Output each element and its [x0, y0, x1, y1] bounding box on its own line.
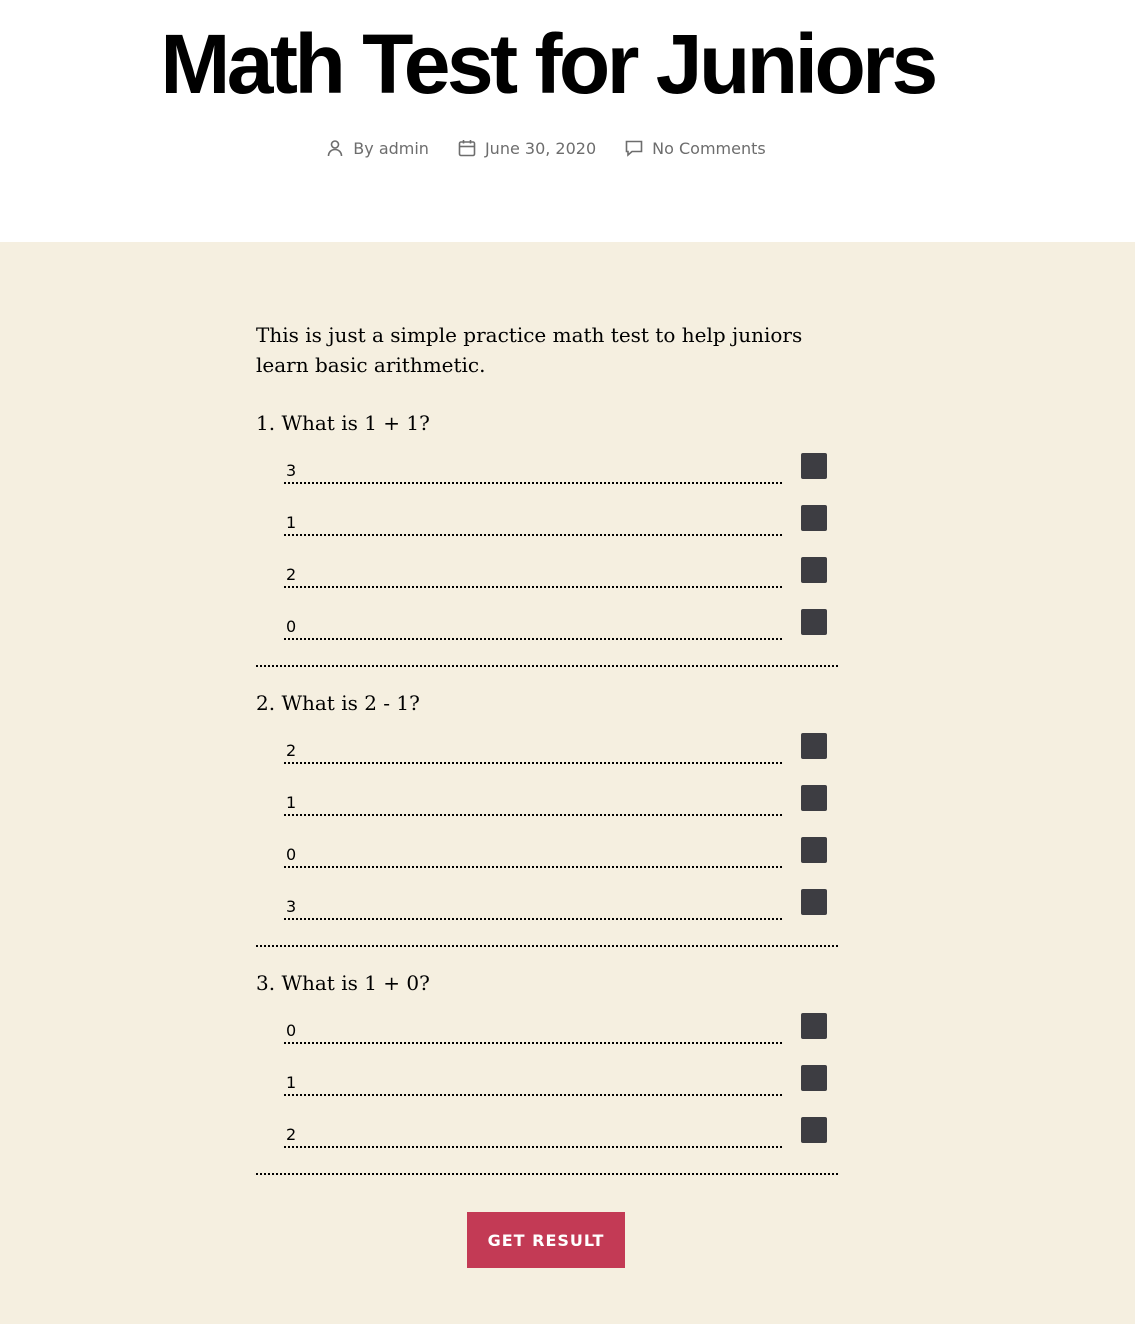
answer-option: [256, 730, 838, 782]
answer-checkbox[interactable]: [801, 837, 827, 863]
post-title: Math Test for Juniors: [160, 17, 935, 111]
answer-label[interactable]: 0: [284, 614, 782, 640]
author-link[interactable]: admin: [378, 138, 429, 158]
answer-checkbox[interactable]: [801, 733, 827, 759]
date-link[interactable]: June 30, 2020: [484, 138, 597, 158]
answer-checkbox[interactable]: [801, 1013, 827, 1039]
get-result-button[interactable]: GET RESULT: [467, 1212, 625, 1268]
question-title: 2. What is 2 - 1?: [256, 691, 420, 715]
answer-label[interactable]: 2: [284, 1122, 782, 1148]
quiz-question: [256, 408, 838, 658]
answer-label[interactable]: 1: [284, 790, 782, 816]
post-author: [325, 138, 429, 158]
answer-list: [256, 1010, 838, 1166]
answer-option: [256, 782, 838, 834]
answer-label[interactable]: 1: [284, 1070, 782, 1096]
quiz-question: [256, 968, 838, 1166]
answer-option: [256, 834, 838, 886]
calendar-icon: [457, 138, 477, 158]
answer-checkbox[interactable]: [801, 1065, 827, 1091]
answer-option: [256, 554, 838, 606]
answer-label[interactable]: 3: [284, 894, 782, 920]
post-intro: This is just a simple practice math test to help juniors learn basic arithmetic.: [256, 323, 803, 377]
post-header: [0, 0, 1135, 242]
comment-bubble-icon: [624, 138, 644, 158]
answer-checkbox[interactable]: [801, 557, 827, 583]
post-date: [457, 138, 596, 158]
quiz-question: [256, 688, 838, 938]
answer-checkbox[interactable]: [801, 889, 827, 915]
answer-option: [256, 1062, 838, 1114]
answer-label[interactable]: 2: [284, 738, 782, 764]
answer-checkbox[interactable]: [801, 785, 827, 811]
post-content: [0, 242, 1135, 1324]
answer-option: [256, 450, 838, 502]
answer-checkbox[interactable]: [801, 505, 827, 531]
answer-list: [256, 730, 838, 938]
question-separator: [256, 1173, 838, 1175]
answer-checkbox[interactable]: [801, 1117, 827, 1143]
answer-option: [256, 1010, 838, 1062]
answer-list: [256, 450, 838, 658]
answer-option: [256, 1114, 838, 1166]
post-meta: [0, 138, 1091, 158]
answer-label[interactable]: 3: [284, 458, 782, 484]
question-separator: [256, 945, 838, 947]
answer-label[interactable]: 0: [284, 842, 782, 868]
person-icon: [325, 138, 345, 158]
answer-checkbox[interactable]: [801, 609, 827, 635]
answer-label[interactable]: 2: [284, 562, 782, 588]
answer-label[interactable]: 1: [284, 510, 782, 536]
question-title: 3. What is 1 + 0?: [256, 971, 430, 995]
answer-option: [256, 502, 838, 554]
post-comments: [624, 138, 766, 158]
question-title: 1. What is 1 + 1?: [256, 411, 430, 435]
answer-option: [256, 886, 838, 938]
answer-option: [256, 606, 838, 658]
author-label: By: [353, 138, 374, 158]
answer-checkbox[interactable]: [801, 453, 827, 479]
question-separator: [256, 665, 838, 667]
answer-label[interactable]: 0: [284, 1018, 782, 1044]
comments-link[interactable]: No Comments: [652, 138, 766, 158]
